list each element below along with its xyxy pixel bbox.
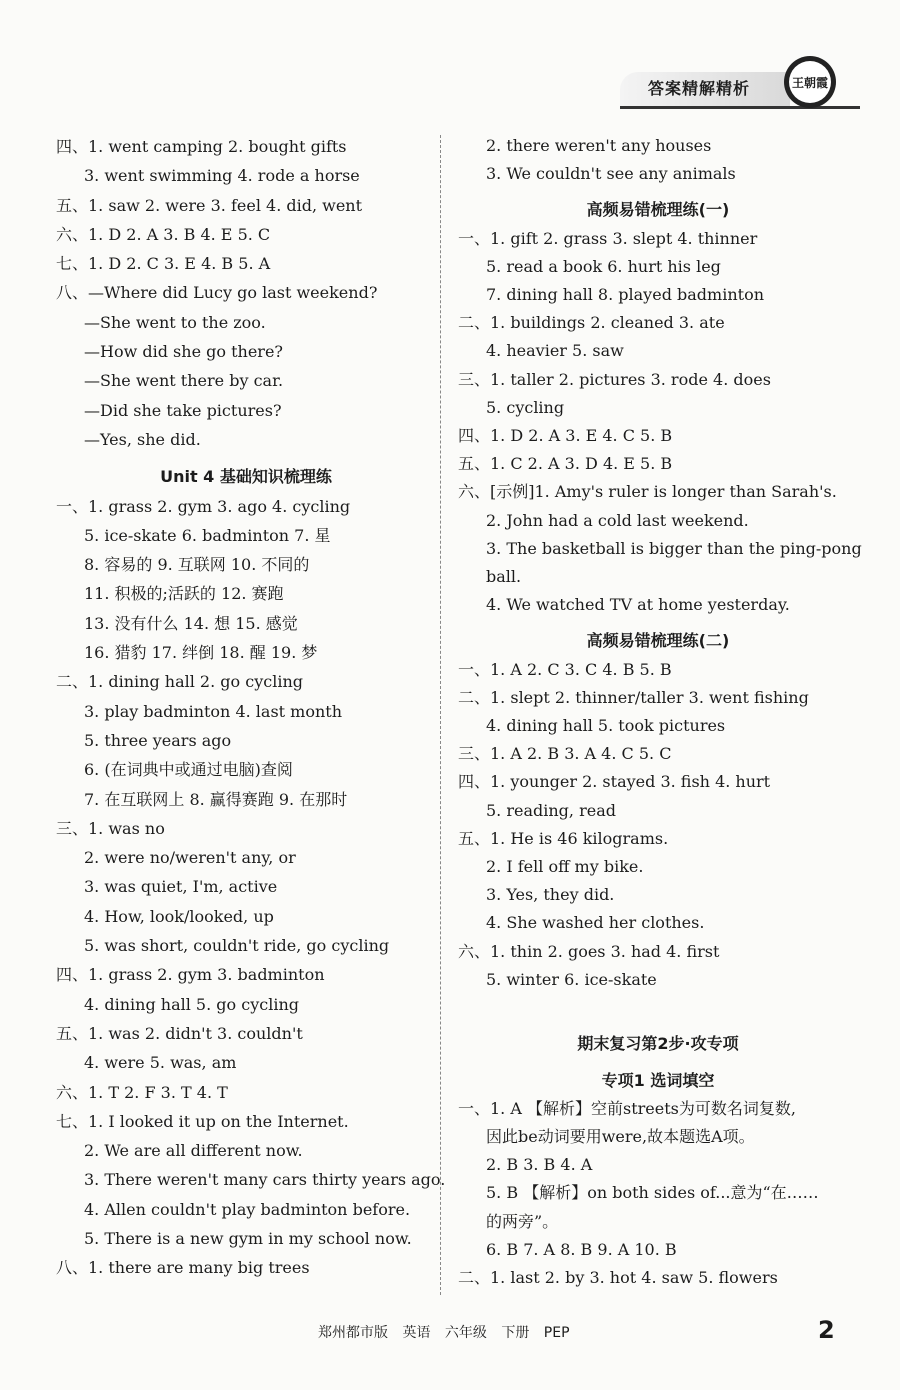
answer-line: 五、1. was 2. didn't 3. couldn't [56,1023,303,1043]
answer-line: 3. Yes, they did. [486,885,615,905]
answer-line: 2. John had a cold last weekend. [486,510,749,530]
answer-line: 三、1. A 2. B 3. A 4. C 5. C [458,744,672,764]
answer-line: 4. She washed her clothes. [486,913,705,933]
answer-line: 5. cycling [486,397,565,417]
answer-line: 七、1. D 2. C 3. E 4. B 5. A [56,254,271,274]
answer-line: 六、1. D 2. A 3. B 4. E 5. C [56,224,271,244]
answer-line: 5. ice-skate 6. badminton 7. 星 [84,525,331,545]
answer-line: 三、1. was no [56,818,165,838]
answer-line: 2. We are all different now. [84,1141,303,1161]
answer-line: 5. three years ago [84,730,232,750]
answer-line: 4. How, look/looked, up [84,906,274,926]
answer-line: 四、1. went camping 2. bought gifts [56,137,347,156]
answer-line: 五、1. He is 46 kilograms. [458,828,669,848]
section-title: 高频易错梳理练(二) [586,631,730,651]
answer-line: 六、1. thin 2. goes 3. had 4. first [458,941,720,961]
answer-line: 4. We watched TV at home yesterday. [486,595,790,615]
column-divider [440,135,441,1295]
answer-line: 六、1. T 2. F 3. T 4. T [56,1082,228,1102]
answer-line: 二、1. dining hall 2. go cycling [56,672,303,692]
answer-line: 3. went swimming 4. rode a horse [84,166,360,186]
answer-line: 三、1. taller 2. pictures 3. rode 4. does [458,369,771,389]
answer-line: 7. 在互联网上 8. 赢得赛跑 9. 在那时 [84,789,348,809]
section-title: 专项1 选词填空 [601,1070,715,1090]
answer-line: 3. was quiet, I'm, active [84,877,278,897]
answer-line: 2. were no/weren't any, or [84,848,296,868]
publisher-logo [784,56,836,108]
answer-line: 的两旁”。 [486,1211,559,1231]
answer-line: 五、1. C 2. A 3. D 4. E 5. B [458,454,673,474]
spacer [458,994,858,1022]
answer-line: 2. there weren't any houses [486,136,712,155]
section-title: 期末复习第2步·攻专项 [577,1034,739,1054]
right-column [458,132,862,1292]
footer-text: 郑州都市版 英语 六年级 下册 PEP [318,1325,570,1341]
answer-line: 5. B 【解析】on both sides of...意为“在…… [486,1183,819,1203]
answer-line: 4. dining hall 5. go cycling [84,994,299,1014]
answer-line: 6. B 7. A 8. B 9. A 10. B [486,1239,677,1259]
answer-line: 二、1. last 2. by 3. hot 4. saw 5. flowers [458,1267,778,1287]
answer-line: 7. dining hall 8. played badminton [486,285,764,305]
section-title: Unit 4 基础知识梳理练 [160,467,332,487]
answer-line: 四、1. younger 2. stayed 3. fish 4. hurt [458,772,771,792]
answer-line: 五、1. saw 2. were 3. feel 4. did, went [56,195,363,215]
page-number: 2 [818,1316,835,1344]
section-title: 高频易错梳理练(一) [586,200,730,220]
answer-line: 13. 没有什么 14. 想 15. 感觉 [84,613,298,633]
answer-line: 二、1. buildings 2. cleaned 3. ate [458,313,725,333]
answer-line: —She went there by car. [84,371,284,391]
answer-line: 3. There weren't many cars thirty years ago. [84,1170,446,1190]
answer-line: 四、1. D 2. A 3. E 4. C 5. B [458,426,673,446]
answer-line: 16. 猎豹 17. 绊倒 18. 醒 19. 梦 [84,643,318,663]
answer-line: 3. We couldn't see any animals [486,164,736,184]
answer-line: 七、1. I looked it up on the Internet. [56,1111,349,1131]
answer-line: ball. [486,567,522,587]
answer-line: 8. 容易的 9. 互联网 10. 不同的 [84,555,310,575]
answer-line: 4. were 5. was, am [84,1053,237,1073]
answer-line: —She went to the zoo. [84,312,266,332]
answer-line: 2. B 3. B 4. A [486,1155,593,1175]
answer-line: —Did she take pictures? [84,400,282,420]
answer-line: 6. (在词典中或通过电脑)查阅 [84,760,293,780]
answer-line: —How did she go there? [84,342,283,362]
answer-line: 5. There is a new gym in my school now. [84,1228,412,1248]
answer-line: 11. 积极的;活跃的 12. 赛跑 [84,584,284,604]
answer-line: 4. dining hall 5. took pictures [486,716,726,736]
left-column [56,132,446,1283]
logo-text: 王朝霞 [789,61,831,103]
answer-line: 2. I fell off my bike. [486,857,644,877]
header-title: 答案精解精析 [648,79,751,98]
answer-line: 4. Allen couldn't play badminton before. [84,1199,411,1219]
answer-line: 一、1. A 【解析】空前streets为可数名词复数, [458,1098,796,1118]
answer-line: 3. The basketball is bigger than the ping-pong [486,538,862,558]
answer-line: 八、—Where did Lucy go last weekend? [56,283,378,303]
answer-line: 二、1. slept 2. thinner/taller 3. went fishing [458,687,809,707]
answer-line: 因此be动词要用were,故本题选A项。 [486,1126,755,1146]
header-divider [620,106,860,109]
answer-line: 5. reading, read [486,800,616,820]
answer-line: 3. play badminton 4. last month [84,701,343,721]
answer-line: —Yes, she did. [84,429,201,449]
answer-line: 一、1. A 2. C 3. C 4. B 5. B [458,659,672,679]
answer-line: 5. was short, couldn't ride, go cycling [84,936,390,956]
answer-line: 一、1. grass 2. gym 3. ago 4. cycling [56,496,351,516]
answer-line: 4. heavier 5. saw [486,341,624,361]
answer-line: 八、1. there are many big trees [56,1258,310,1278]
answer-line: 一、1. gift 2. grass 3. slept 4. thinner [458,228,758,248]
answer-line: 四、1. grass 2. gym 3. badminton [56,965,325,985]
answer-line: 5. read a book 6. hurt his leg [486,256,721,276]
answer-line: 5. winter 6. ice-skate [486,969,657,989]
answer-line: 六、[示例]1. Amy's ruler is longer than Sarah's. [458,482,837,502]
